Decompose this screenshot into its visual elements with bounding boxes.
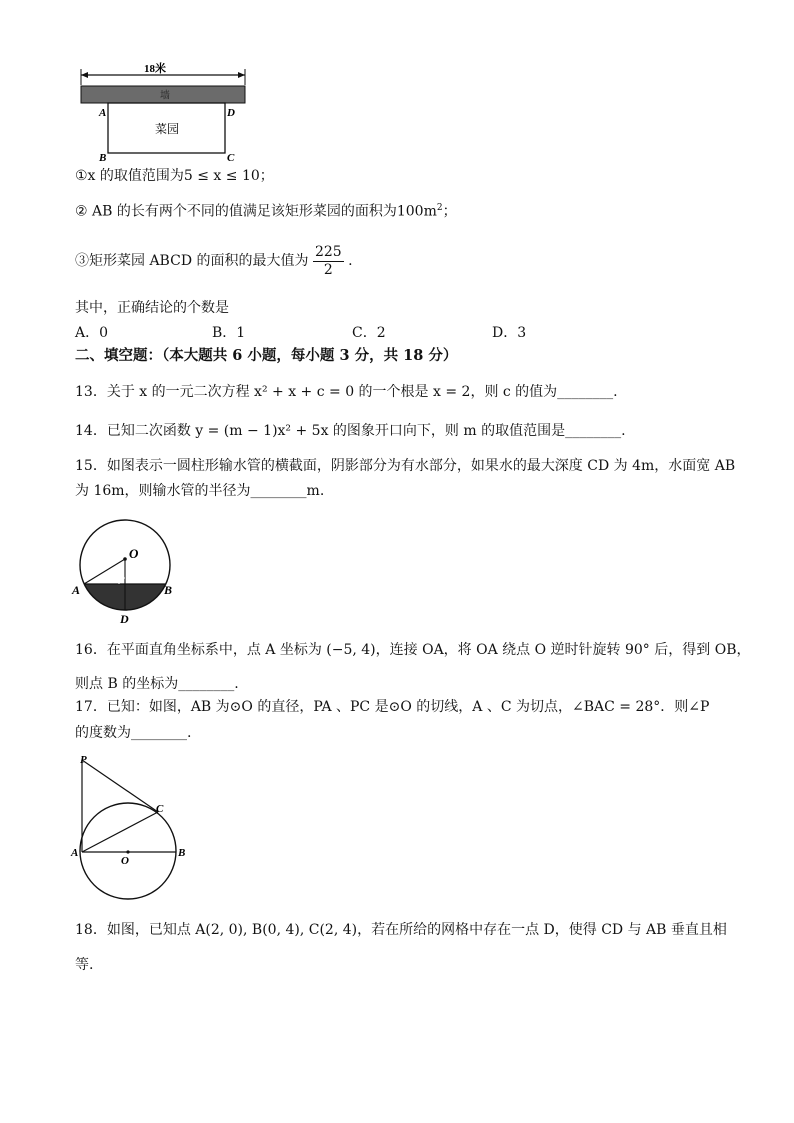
question-17-line2: 的度数为________. (75, 725, 192, 741)
point-P-label: P (80, 754, 87, 766)
statement-2-suffix: ； (442, 203, 457, 220)
statement-1: ①x 的取值范围为5 ≤ x ≤ 10； (75, 168, 274, 184)
question-13: 13．关于 x 的一元二次方程 x² + x + c = 0 的一个根是 x = 2，则 c 的值为________. (75, 384, 618, 400)
garden-label: 菜园 (154, 122, 180, 136)
width-label: 18米 (144, 63, 166, 75)
statement-2-superscript: 2 (436, 203, 443, 213)
statement-3 (75, 244, 353, 279)
question-18-line1: 18．如图，已知点 A(2, 0), B(0, 4), C(2, 4)，若在所给的网格中存在一点 D，使得 CD 与 AB 垂直且相 (75, 922, 727, 938)
option-a: A．0 (75, 325, 109, 341)
point-A-label: A (72, 583, 81, 597)
question-14: 14．已知二次函数 y = (m − 1)x² + 5x 的图象开口向下，则 m 的取值范围是________. (75, 423, 626, 439)
point-A-label: A (71, 847, 79, 859)
garden-figure (75, 60, 265, 165)
point-O-label: O (121, 855, 129, 867)
statement-3-text: ③矩形菜园 ABCD 的面积的最大值为 (75, 252, 309, 269)
tangent-figure (70, 750, 195, 900)
option-d: D．3 (492, 325, 527, 341)
fraction-225-over-2 (313, 244, 344, 279)
point-C-label: C (227, 152, 235, 164)
statement-2-text: ② AB 的长有两个不同的值满足该矩形菜园的面积为100m (75, 203, 437, 220)
point-O-label: O (129, 546, 139, 561)
question-15-line2: 为 16m，则输水管的半径为________m. (75, 483, 325, 499)
question-16-line2: 则点 B 的坐标为________. (75, 676, 239, 692)
option-b: B．1 (212, 325, 246, 341)
point-A-label: A (99, 107, 107, 119)
option-c: C．2 (352, 325, 386, 341)
q12-intro: 其中，正确结论的个数是 (75, 300, 229, 316)
statement-2 (75, 203, 457, 220)
pipe-figure (70, 515, 180, 627)
question-17-line1: 17．已知：如图，AB 为⊙O 的直径，PA 、PC 是⊙O 的切线，A 、C 为切点，∠BAC = 28°．则∠P (75, 699, 710, 715)
point-D-label: D (120, 612, 129, 626)
fraction-numerator: 225 (314, 244, 342, 260)
point-C-label: C (156, 803, 164, 815)
left-arrow-icon (81, 72, 88, 78)
question-16-line1: 16．在平面直角坐标系中，点 A 坐标为 (−5, 4)，连接 OA，将 OA 绕点 O 逆时针旋转 90° 后，得到 OB， (75, 642, 751, 658)
right-angle-mark (119, 578, 125, 584)
point-D-label: D (227, 107, 235, 119)
section-2-heading: 二、填空题：（本大题共 6 小题，每小题 3 分，共 18 分） (75, 347, 458, 364)
right-arrow-icon (238, 72, 245, 78)
question-15-line1: 15．如图表示一圆柱形输水管的横截面，阴影部分为有水部分，如果水的最大深度 CD 为 4m，水面宽 AB (75, 458, 736, 474)
wall-label: 墙 (160, 90, 170, 102)
point-B-label: B (164, 583, 173, 597)
point-B-label: B (178, 847, 186, 859)
point-B-label: B (99, 152, 107, 164)
statement-3-suffix: . (348, 252, 353, 269)
question-18-line2: 等. (75, 957, 94, 973)
fraction-denominator: 2 (323, 261, 333, 278)
